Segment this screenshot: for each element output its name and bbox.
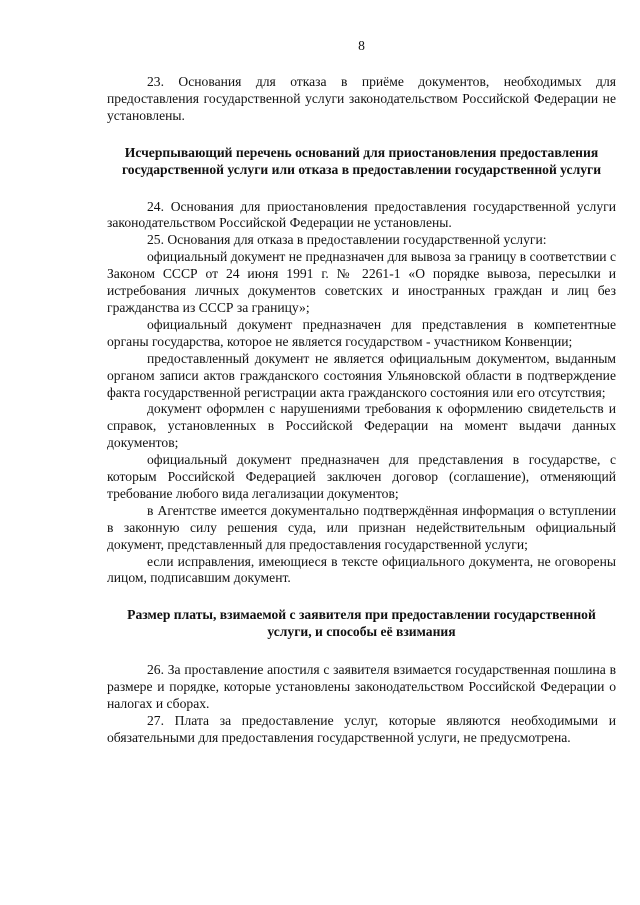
document-page	[107, 38, 616, 747]
paragraph-23: 23. Основания для отказа в приёме документов, необходимых для предоставления государственной услуги законодательством Российской Федерации не установлены.	[107, 74, 616, 123]
spacer	[107, 125, 616, 145]
list-item-refusal-reason: в Агентстве имеется документально подтверждённая информация о вступлении в законную силу решения суда, или признан недействительным официальный документ, представленный для предоставления государственной услуги;	[107, 502, 616, 552]
paragraph-24: 24. Основания для приостановления предоставления государственной услуги законодательством Российской Федерации не установлены.	[107, 198, 616, 231]
list-item-refusal-reason: предоставленный документ не является официальным документом, выданным органом записи актов гражданского состояния Ульяновской области в подтверждение факта государственной регистрации акта гражданского состояния или его отсутствия;	[107, 350, 616, 400]
list-item-refusal-reason: документ оформлен с нарушениями требования к оформлению свидетельств и справок, установленных в Российской Федерации на момент выдачи данных документов;	[107, 401, 616, 451]
spacer	[107, 587, 616, 607]
spacer	[107, 179, 616, 199]
section-heading-grounds-for-refusal: Исчерпывающий перечень оснований для приостановления предоставления государственной услуги или отказа в предоставлении государственной услуги	[121, 144, 602, 177]
paragraph-26: 26. За проставление апостиля с заявителя взимается государственная пошлина в размере и порядке, которые установлены законодательством Российской Федерации о налогах и сборах.	[107, 662, 616, 711]
section-heading-fee: Размер платы, взимаемой с заявителя при предоставлении государственной услуги, и способы её взимания	[127, 607, 596, 640]
paragraph-27: 27. Плата за предоставление услуг, которые являются необходимыми и обязательными для предоставления государственной услуги, не предусмотрена.	[107, 712, 616, 745]
paragraph-25: 25. Основания для отказа в предоставлении государственной услуги:	[147, 232, 547, 248]
list-item-refusal-reason: официальный документ не предназначен для вывоза за границу в соответствии с Законом СССР от 24 июня 1991 г. № 2261-1 «О порядке вывоза, пересылки и истребования личных документов советских и иностранных граждан и лиц без гражданства из СССР за границу»;	[107, 249, 616, 315]
list-item-refusal-reason: официальный документ предназначен для представления в государстве, с которым Российской Федерацией заключен договор (соглашение), отменяющий требование любого вида легализации документов;	[107, 452, 616, 501]
spacer	[107, 641, 616, 662]
page-number: 8	[358, 38, 365, 53]
list-item-refusal-reason: если исправления, имеющиеся в тексте официального документа, не оговорены лицом, подписавшим документ.	[107, 553, 616, 586]
list-item-refusal-reason: официальный документ предназначен для представления в компетентные органы государства, которое не является государством - участником Конвенции;	[107, 316, 616, 349]
